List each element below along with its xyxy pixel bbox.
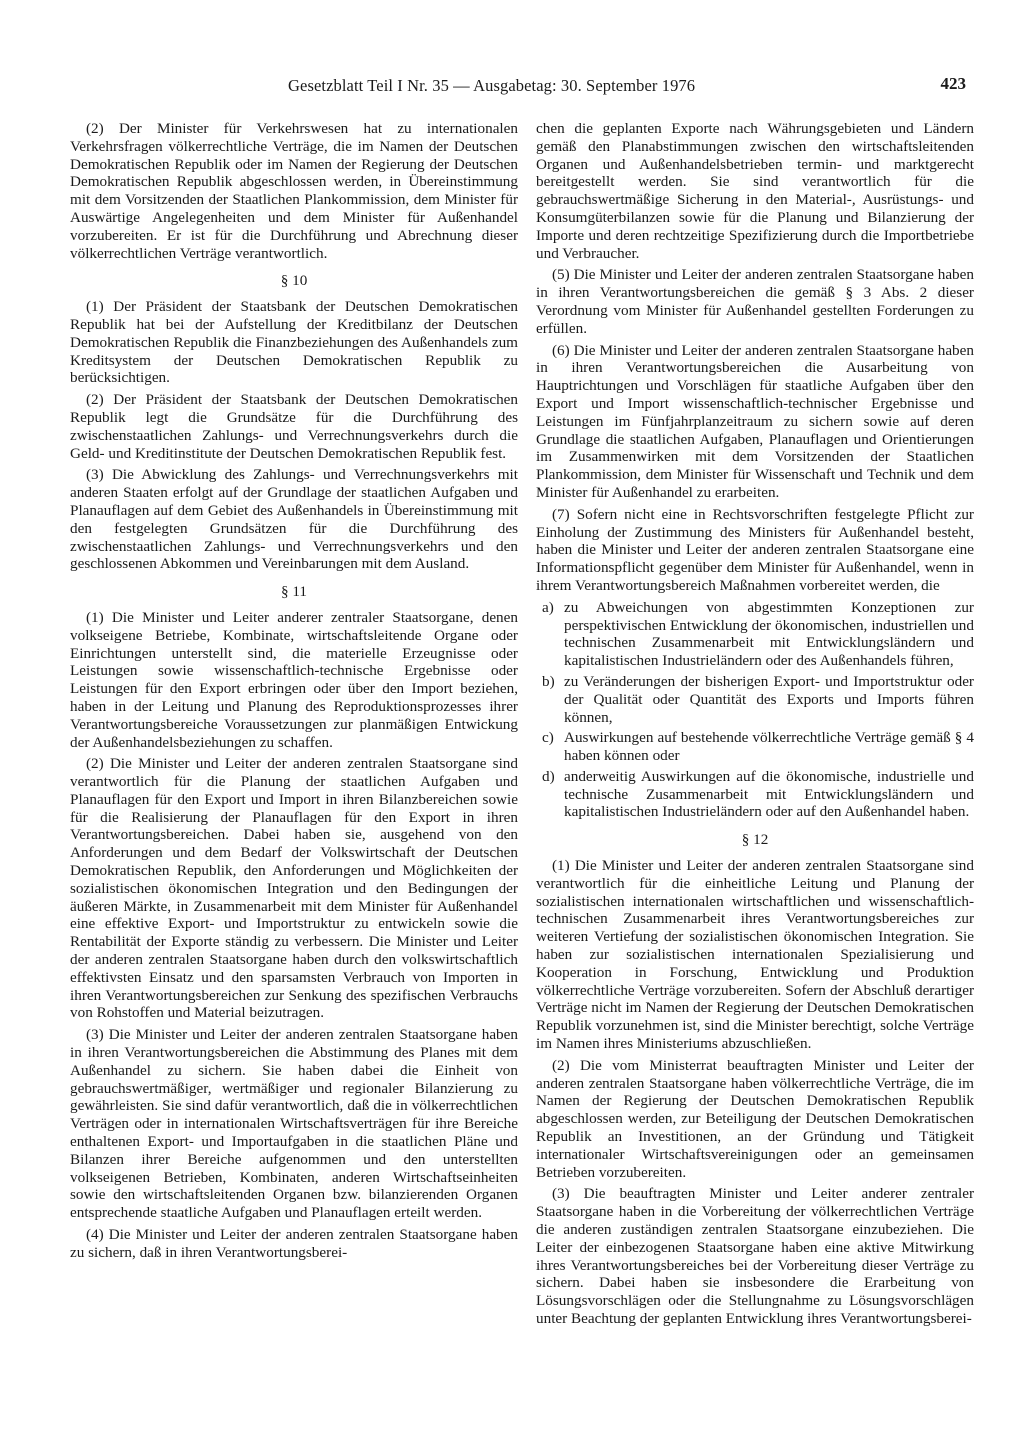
- paragraph-11-5: (5) Die Minister und Leiter der anderen zentralen Staatsorgane haben in ihren Verantwortungsbereichen die gemäß § 3 Abs. 2 dieser Verordnung vom Minister für Außenhandel gestellten Forderungen zu erfüllen.: [536, 266, 974, 337]
- section-heading-12: § 12: [741, 831, 769, 849]
- paragraph-12-3: (3) Die beauftragten Minister und Leiter anderer zentraler Staatsorgane haben in die Vorbereitung der völkerrechtlichen Verträge die anderen zuständigen zentralen Staatsorgane einzubeziehen. Die Leiter der einbezogenen Staatsorgane haben eine aktive Mitwirkung ihres Verantwortungsbereiches bei der Vorbereitung dieser Verträge zu sichern. Dabei haben sie insbesondere die Erarbeitung von Lösungsvorschlägen oder die Stellungnahme zu Lösungsvorschlägen unter Beachtung der geplanten Entwicklung ihres Verantwortungsberei-: [536, 1185, 974, 1327]
- paragraph-11-6: (6) Die Minister und Leiter der anderen zentralen Staatsorgane haben in ihren Verantwortungsbereichen die Ausarbeitung von Hauptrichtungen und Vorschlägen für staatliche Aufgaben über den Export und Import wissenschaftlich-technischer Ergebnisse und Leistungen im Fünfjahrplanzeitraum zu sichern sowie auf deren Grundlage die staatlichen Aufgaben, Planauflagen und Orientierungen im Zusammenwirken mit dem Vorsitzenden der Staatlichen Plankommission, dem Minister für Wissenschaft und Technik und dem Minister für Außenhandel zu erarbeiten.: [536, 341, 974, 501]
- paragraph-11-4-continued: chen die geplanten Exporte nach Währungsgebieten und Ländern gemäß den Planabstimmungen zwischen den wirtschaftsleitenden Organen und Außenhandelsbetrieben termin- und marktgerecht bereitgestellt werden. Sie sind verantwortlich für die gebrauchswertmäßige Sicherung in den Material-, Ausrüstungs- und Konsumgüterbilanzen sowie für die Planung und Bilanzierung der Importe und deren rechtzeitige Spezifizierung durch die Importbetriebe und Verbraucher.: [536, 120, 974, 262]
- paragraph-12-1: (1) Die Minister und Leiter der anderen zentralen Staatsorgane sind verantwortlich für die einheitliche Leitung und Planung der sozialistischen internationalen wirtschaftlichen und wissenschaftlich-technischen Zusammenarbeit ihres Verantwortungsbereiches zur weiteren Vertiefung der sozialistischen ökonomischen Integration. Sie haben zur sozialistischen internationalen Spezialisierung und Kooperation in Forschung, Entwicklung und Produktion völkerrechtliche Verträge vorzubereiten. Sofern der Abschluß derartiger Verträge nicht im Namen der Regierung der Deutschen Demokratischen Republik vorzunehmen ist, sind die Minister berechtigt, solche Verträge im Namen ihres Ministeriums abzuschließen.: [536, 857, 974, 1053]
- paragraph-10-3: (3) Die Abwicklung des Zahlungs- und Verrechnungsverkehrs mit anderen Staaten erfolgt auf der Grundlage der staatlichen Aufgaben und Planauflagen auf dem Gebiet des Außenhandels in Übereinstimmung mit den festgelegten Grundsätzen für die Durchführung des zwischenstaatlichen Zahlungs- und Verrechnungsverkehrs und den geschlossenen Abkommen und Vereinbarungen mit dem Ausland.: [70, 466, 518, 573]
- list-marker: a): [542, 598, 554, 616]
- paragraph-11-7: (7) Sofern nicht eine in Rechtsvorschriften festgelegte Pflicht zur Einholung der Zustimmung des Ministers für Außenhandel besteht, haben die Minister und Leiter der anderen zentralen Staatsorgane eine Informationspflicht gegenüber dem Minister für Außenhandel, wenn in ihrem Verantwortungsbereich Maßnahmen vorbereitet werden, die: [536, 505, 974, 594]
- paragraph-11-4: (4) Die Minister und Leiter der anderen zentralen Staatsorgane haben zu sichern, daß in ihren Verantwortungsberei-: [70, 1226, 518, 1261]
- paragraph-10-2: (2) Der Präsident der Staatsbank der Deutschen Demokratischen Republik legt die Grundsätze für die Durchführung des zwischenstaatlichen Zahlungs- und Verrechnungsverkehrs durch die Geld- und Kreditinstitute der Deutschen Demokratischen Republik fest.: [70, 391, 518, 462]
- left-column: [70, 120, 518, 1266]
- list-marker: b): [542, 672, 555, 690]
- paragraph-11-3: (3) Die Minister und Leiter der anderen zentralen Staatsorgane haben in ihren Verantwortungsbereichen die Abstimmung des Planes mit dem Außenhandel zu sichern. Sie haben dabei die Einheit von gebrauchswertmäßiger, wertmäßiger und regionaler Bilanzierung zu gewährleisten. Sie sind dafür verantwortlich, daß die in völkerrechtlichen Verträgen oder in internationalen Wirtschaftsverträgen für ihre Bereiche enthaltenen Export- und Importaufgaben in die staatlichen Pläne und Bilanzen ihrer Bereiche aufgenommen und den unterstellten volkseigenen Betrieben, Kombinaten, anderen Wirtschaftseinheiten sowie den wirtschaftsleitenden Organen bzw. bilanzierenden Organen entsprechende staatliche Aufgaben und Planauflagen erteilt werden.: [70, 1026, 518, 1222]
- page-number: 423: [940, 74, 966, 93]
- list-item-text: Auswirkungen auf bestehende völkerrechtliche Verträge gemäß § 4 haben können oder: [564, 729, 974, 765]
- paragraph-11-1: (1) Die Minister und Leiter anderer zentraler Staatsorgane, denen volkseigene Betriebe, Kombinate, wirtschaftsleitende Organe oder Einrichtungen unterstellt sind, die materielle Erzeugnisse oder Leistungen sowie wissenschaftlich-technische Ergebnisse oder Leistungen für den Export erbringen oder über den Import beziehen, haben in der Leitung und Planung des Reproduktionsprozesses ihrer Verantwortungsbereiche Voraussetzungen zur planmäßigen Entwickung der Außenhandelsbeziehungen zu schaffen.: [70, 608, 518, 751]
- list-item-text: zu Veränderungen der bisherigen Export- und Importstruktur oder der Qualität oder Quantität des Exports und Imports führen können,: [564, 672, 974, 726]
- list-item: [536, 729, 974, 765]
- list-item: [536, 768, 974, 821]
- list-item-text: zu Abweichungen von abgestimmten Konzeptionen zur perspektivischen Entwicklung der ökonomischen, industriellen und technischen Zusammenarbeit mit Entwicklungsländern und kapitalistischen Industrieländern oder des Außenhandels führen,: [564, 598, 974, 670]
- list-item: [536, 599, 974, 670]
- list-item-text: anderweitig Auswirkungen auf die ökonomische, industrielle und technische Zusammenarbeit mit Entwicklungsländern und kapitalistischen Industrieländern oder auf den Außenhandel haben.: [564, 767, 974, 821]
- section-heading-11: § 11: [280, 583, 307, 601]
- list-marker: d): [542, 767, 555, 785]
- enumeration-list: [536, 599, 974, 822]
- paragraph-10-1: (1) Der Präsident der Staatsbank der Deutschen Demokratischen Republik hat bei der Aufstellung der Kreditbilanz der Deutschen Demokratischen Republik die Finanzbeziehungen des Außenhandels zum Kreditsystem der Deutschen Demokratischen Republik zu berücksichtigen.: [70, 298, 518, 387]
- paragraph-12-2: (2) Die vom Ministerrat beauftragten Minister und Leiter der anderen zentralen Staatsorgane haben völkerrechtliche Verträge, die im Namen der Regierung der Deutschen Demokratischen Republik abgeschlossen werden, zur Beteiligung der Deutschen Demokratischen Republik an Investitionen, an der Gründung und Tätigkeit internationaler Wirtschaftsvereinigungen oder an gemeinsamen Betrieben vorzubereiten.: [536, 1056, 974, 1181]
- list-item: [536, 673, 974, 726]
- paragraph-11-2: (2) Die Minister und Leiter der anderen zentralen Staatsorgane sind verantwortlich für die Planung der staatlichen Aufgaben und Planauflagen für den Export und Import in ihren Bilanzbereichen sowie für die Realisierung der Planauflagen für den Export in ihren Verantwortungsbereichen. Dabei haben sie, ausgehend von den Anforderungen und dem Bedarf der Volkswirtschaft der Deutschen Demokratischen Republik, den Anforderungen und Möglichkeiten der sozialistischen ökonomischen Integration und den Bedingungen der äußeren Märkte, in Zusammenarbeit mit dem Minister für Außenhandel eine effektive Export- und Importstruktur zu entwickeln sowie die Rentabilität der Exporte ständig zu verbessern. Die Minister und Leiter der anderen zentralen Staatsorgane haben durch den volkswirtschaftlich effektivsten Einsatz und den sparsamsten Verbrauch von Importen in ihren Verantwortungsbereichen zur Senkung des spezifischen Verbrauchs von Rohstoffen und Material beizutragen.: [70, 755, 518, 1022]
- list-marker: c): [542, 729, 554, 747]
- paragraph-9-2: (2) Der Minister für Verkehrswesen hat zu internationalen Verkehrsfragen völkerrechtliche Verträge, die im Namen der Deutschen Demokratischen Republik oder im Namen der Regierung der Deutschen Demokratischen Republik abgeschlossen werden, in Übereinstimmung mit dem Vorsitzenden der Staatlichen Plankommission, dem Minister für Auswärtige Angelegenheiten und dem Minister für Außenhandel vorzubereiten. Er ist für die Durchführung und Abrechnung dieser völkerrechtlichen Verträge verantwortlich.: [70, 120, 518, 262]
- section-heading-10: § 10: [280, 272, 308, 290]
- running-header: Gesetzblatt Teil I Nr. 35 — Ausgabetag: 30. September 1976: [288, 76, 696, 95]
- right-column: [536, 120, 974, 1332]
